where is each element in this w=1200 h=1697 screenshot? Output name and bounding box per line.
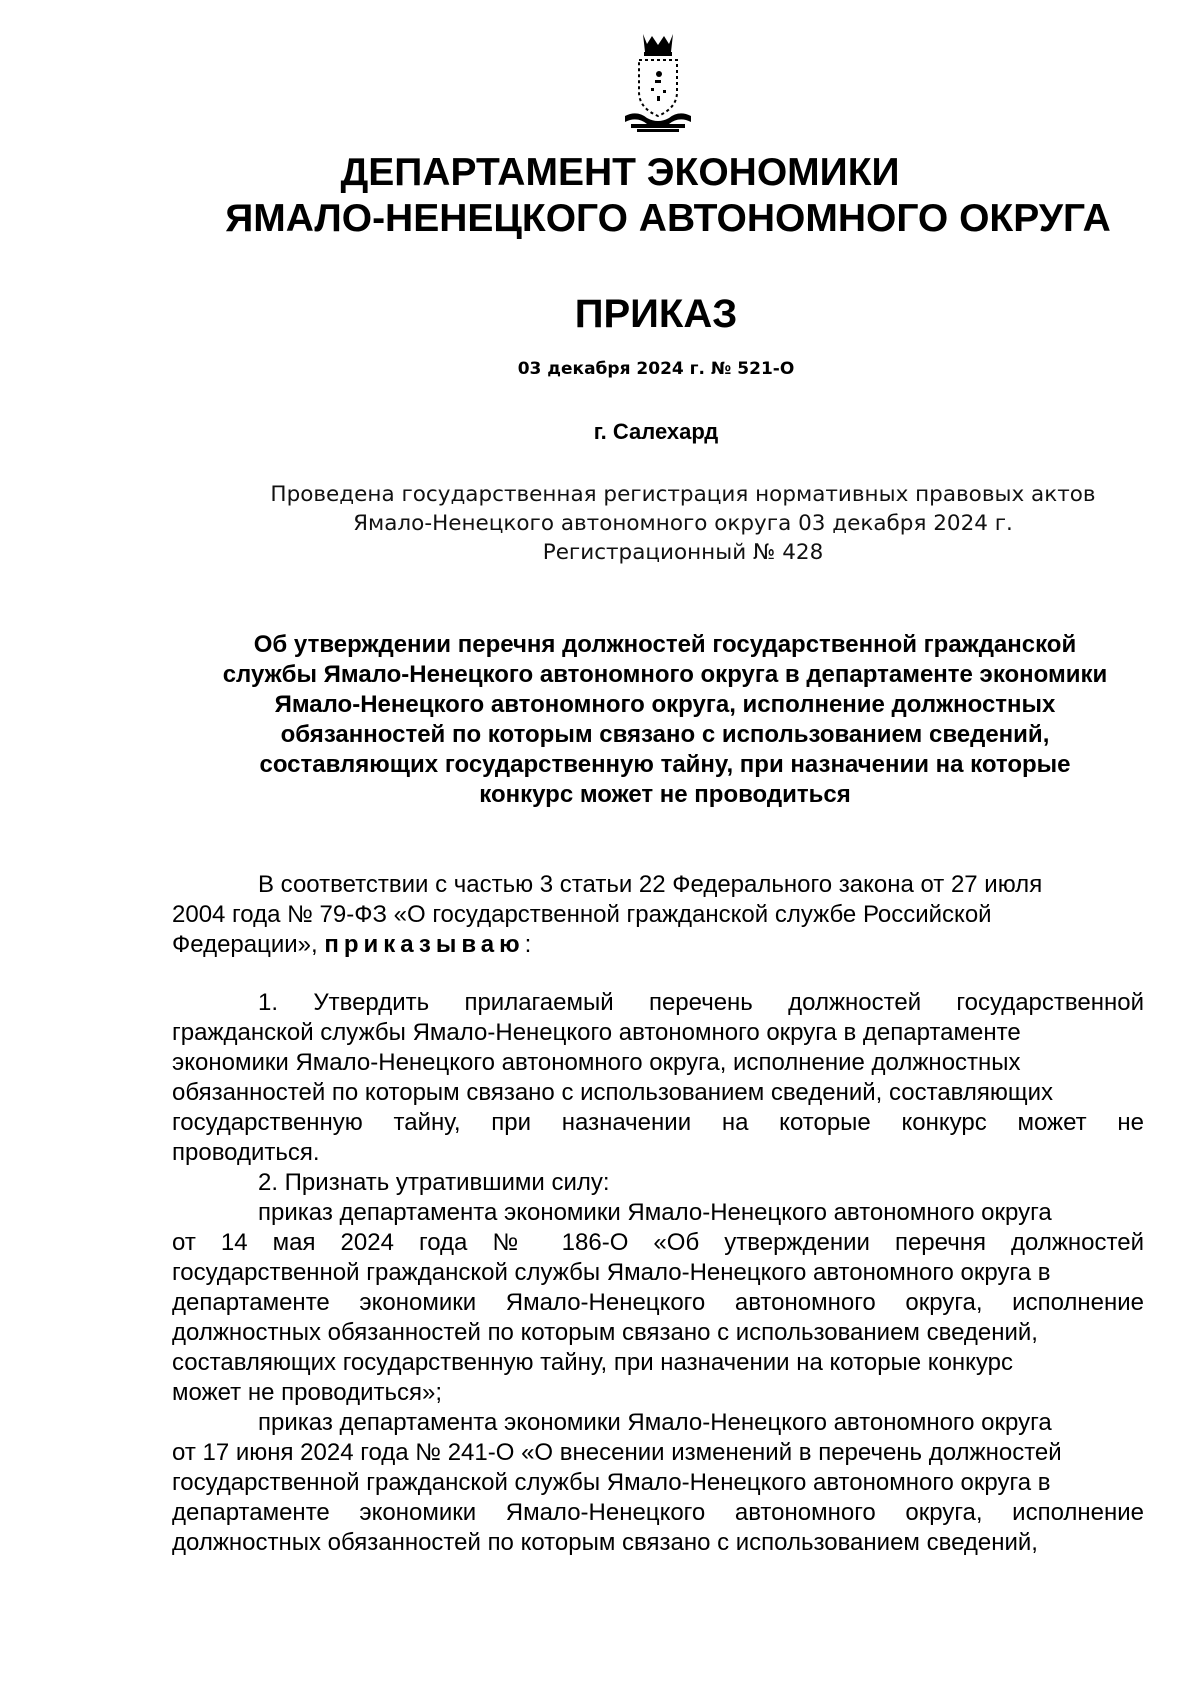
- document-type: ПРИКАЗ: [574, 292, 738, 336]
- body-line: 2. Признать утратившими силу:: [258, 1169, 610, 1196]
- body-line: [172, 930, 1144, 960]
- coat-of-arms-emblem: [617, 30, 699, 134]
- preamble-text: Федерации»,: [172, 931, 325, 958]
- body-line: приказ департамента экономики Ямало-Ненецкого автономного округа: [258, 1409, 1052, 1436]
- body-line: 2004 года № 79-ФЗ «О государственной гражданской службе Российской: [172, 901, 992, 928]
- body-line: 1. Утвердить прилагаемый перечень должностей государственной: [258, 989, 1144, 1016]
- registration-line: Проведена государственная регистрация нормативных правовых актов: [270, 482, 1096, 507]
- item-1: [172, 988, 1144, 1168]
- title-line: обязанностей по которым связано с использованием сведений,: [280, 721, 1050, 748]
- order-word: приказываю: [324, 931, 525, 958]
- body-line: экономики Ямало-Ненецкого автономного округа, исполнение должностных: [172, 1049, 1021, 1076]
- body-line: департаменте экономики Ямало-Ненецкого автономного округа, исполнение: [172, 1289, 1144, 1316]
- registration-line: Регистрационный № 428: [542, 540, 824, 565]
- item-2: [172, 1168, 1144, 1558]
- body-line: государственной гражданской службы Ямало-Ненецкого автономного округа в: [172, 1469, 1051, 1496]
- department-name-line1: ДЕПАРТАМЕНТ ЭКОНОМИКИ: [340, 151, 900, 194]
- body-line: государственную тайну, при назначении на которые конкурс может не: [172, 1109, 1144, 1136]
- title-line: конкурс может не проводиться: [479, 781, 851, 808]
- preamble-colon: :: [524, 931, 532, 958]
- body-line: от 14 мая 2024 года № 186-О «Об утверждении перечня должностей: [172, 1229, 1144, 1256]
- document-city: г. Салехард: [593, 419, 719, 444]
- body-line: проводиться.: [172, 1139, 320, 1166]
- registration-stamp: [236, 480, 1130, 567]
- body-line: В соответствии с частью 3 статьи 22 Федерального закона от 27 июля: [258, 871, 1043, 898]
- registration-line: Ямало-Ненецкого автономного округа 03 декабря 2024 г.: [353, 511, 1013, 536]
- document-date-number: 03 декабря 2024 г. № 521-О: [517, 359, 795, 379]
- title-line: Об утверждении перечня должностей государственной гражданской: [253, 631, 1077, 658]
- body-line: приказ департамента экономики Ямало-Ненецкого автономного округа: [258, 1199, 1052, 1226]
- body-line: должностных обязанностей по которым связано с использованием сведений,: [172, 1319, 1038, 1346]
- document-body: [172, 870, 1144, 1558]
- body-line: может не проводиться»;: [172, 1379, 443, 1406]
- title-line: составляющих государственную тайну, при назначении на которые: [259, 751, 1071, 778]
- title-line: службы Ямало-Ненецкого автономного округа в департаменте экономики: [222, 661, 1108, 688]
- body-line: гражданской службы Ямало-Ненецкого автономного округа в департаменте: [172, 1019, 1021, 1046]
- body-line: от 17 июня 2024 года № 241-О «О внесении изменений в перечень должностей: [172, 1439, 1062, 1466]
- body-line: государственной гражданской службы Ямало-Ненецкого автономного округа в: [172, 1259, 1051, 1286]
- title-line: Ямало-Ненецкого автономного округа, исполнение должностных: [274, 691, 1056, 718]
- document-title: [168, 630, 1162, 810]
- preamble: [172, 870, 1144, 960]
- body-line: составляющих государственную тайну, при назначении на которые конкурс: [172, 1349, 1014, 1376]
- body-line: департаменте экономики Ямало-Ненецкого автономного округа, исполнение: [172, 1499, 1144, 1526]
- body-line: должностных обязанностей по которым связано с использованием сведений,: [172, 1529, 1038, 1556]
- department-name-line2: ЯМАЛО-НЕНЕЦКОГО АВТОНОМНОГО ОКРУГА: [225, 197, 1111, 240]
- body-line: обязанностей по которым связано с использованием сведений, составляющих: [172, 1079, 1054, 1106]
